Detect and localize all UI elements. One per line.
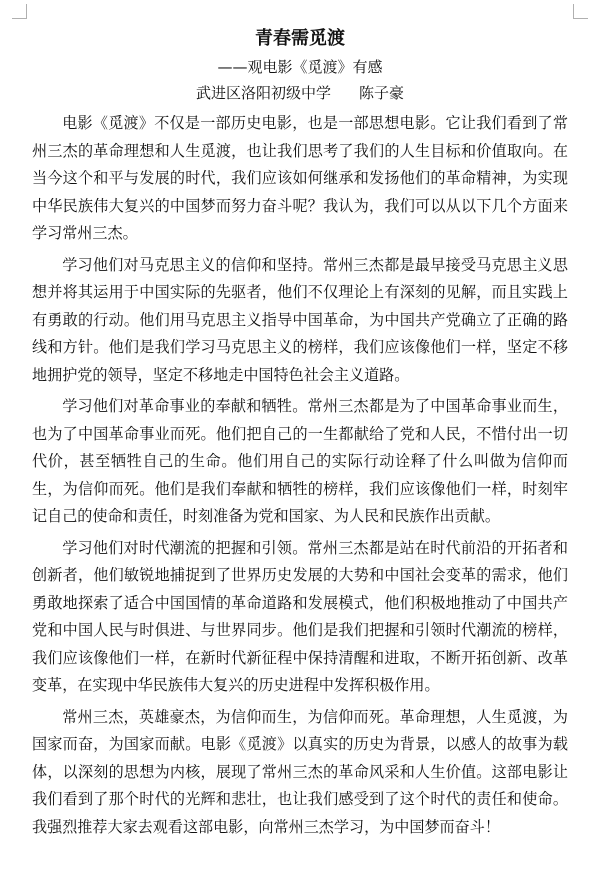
paragraph: 学习他们对马克思主义的信仰和坚持。常州三杰都是最早接受马克思主义思想并将其运用于中国实际的先驱者，他们不仅理论上有深刻的见解，而且实践上有勇敢的行动。他们用马克思主义指导中国革命，为中国共产党确立了正确的路线和方针。他们是我们学习马克思主义的榜样，我们应该像他们一样，坚定不移地拥护党的领导，坚定不移地走中国特色社会主义道路。 bbox=[32, 255, 568, 384]
document-body bbox=[32, 110, 568, 841]
author-line bbox=[32, 80, 568, 106]
document-title: 青春需觅渡 bbox=[255, 28, 345, 49]
paragraph: 电影《觅渡》不仅是一部历史电影，也是一部思想电影。它让我们看到了常州三杰的革命理想和人生觅渡，也让我们思考了我们的人生目标和价值取向。在当今这个和平与发展的时代，我们应该如何继承和发扬他们的革命精神，为实现中华民族伟大复兴的中国梦而努力奋斗呢？我认为，我们可以从以下几个方面来学习常州三杰。 bbox=[32, 114, 568, 242]
paragraph: 常州三杰，英雄豪杰，为信仰而生，为信仰而死。革命理想，人生觅渡，为国家而奋，为国家而献。电影《觅渡》以真实的历史为背景，以感人的故事为载体，以深刻的思想为内核，展现了常州三杰的革命风采和人生价值。这部电影让我们看到了那个时代的光辉和悲壮，也让我们感受到了这个时代的责任和使命。我强烈推荐大家去观看这部电影，向常州三杰学习，为中国梦而奋斗！ bbox=[32, 707, 568, 836]
page-corner-mark-left bbox=[12, 4, 27, 19]
author-name: 陈子豪 bbox=[359, 84, 405, 102]
paragraph: 学习他们对革命事业的奉献和牺牲。常州三杰都是为了中国革命事业而生，也为了中国革命事业而死。他们把自己的一生都献给了党和人民，不惜付出一切代价，甚至牺牲自己的生命。他们用自己的实际行动诠释了什么叫做为信仰而生，为信仰而死。他们是我们奉献和牺牲的榜样，我们应该像他们一样，时刻牢记自己的使命和责任，时刻准备为党和国家、为人民和民族作出贡献。 bbox=[32, 397, 568, 525]
paragraph: 学习他们对时代潮流的把握和引领。常州三杰都是站在时代前沿的开拓者和创新者，他们敏锐地捕捉到了世界历史发展的大势和中国社会变革的需求，他们勇敢地探索了适合中国国情的革命道路和发展模式，他们积极地推动了中国共产党和中国人民与时俱进、与世界同步。他们是我们把握和引领时代潮流的榜样，我们应该像他们一样，在新时代新征程中保持清醒和进取，不断开拓创新、改革变革，在实现中华民族伟大复兴的历史进程中发挥积极作用。 bbox=[32, 538, 568, 694]
page-corner-mark-right bbox=[573, 4, 588, 19]
document-subtitle: ——观电影《觅渡》有感 bbox=[217, 58, 383, 76]
author-school: 武进区洛阳初级中学 bbox=[195, 84, 331, 102]
